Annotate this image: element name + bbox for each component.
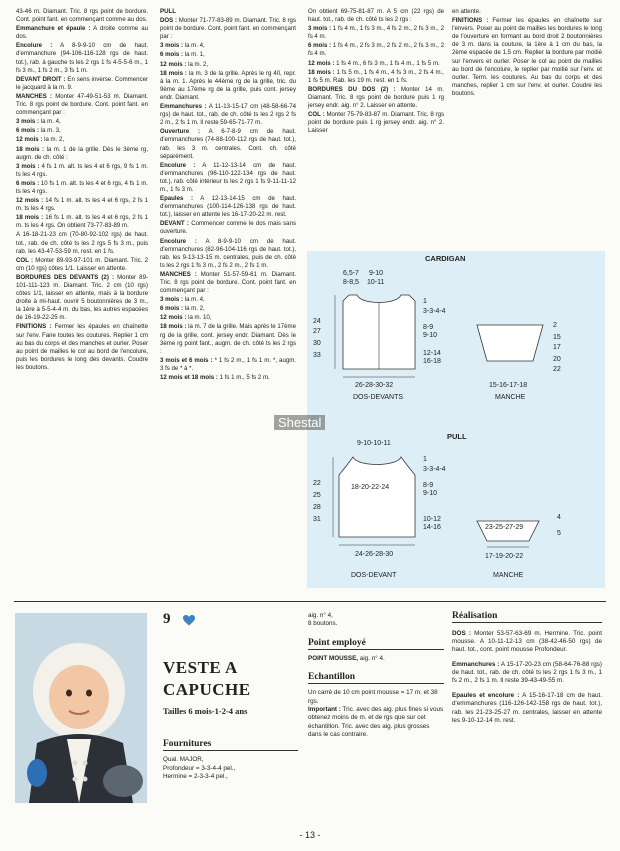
fournitures-heading: Fournitures — [163, 740, 298, 751]
fournitures-section — [163, 740, 298, 781]
col3-paragraph-heading: COL : — [308, 111, 325, 119]
watermark: Shestal — [274, 415, 325, 430]
col2-paragraph — [160, 195, 296, 219]
col3-paragraph-text: On obtient 69-75-81-87 m. A 5 cm (22 rgs) de haut. tot., rab. de ch. côté ts les 2 rgs : — [308, 8, 444, 24]
col2-paragraph-text: Monter 51-57-59-61 m. Diamant. Tric. 8 rgs point de bordure. Cont. point fant. en commençant par : — [160, 270, 296, 295]
pull-body-shape — [339, 457, 415, 537]
col2-paragraph — [160, 42, 296, 50]
pull-r2: 3-3-4-4 — [423, 466, 446, 473]
col2-paragraph-text: A 8-9-9-10 cm de haut. d'emmanchures (82-96-104-116 rgs de haut. tot.), rab. les 9-13-13-15 m. centrales, puis de ch. côté ts les 2 rgs 1 fs 3 m., 2 fs 2 m., 2 fs 1 m. — [160, 237, 296, 269]
point-section — [308, 612, 444, 739]
col1-paragraph — [16, 163, 148, 179]
pm-r2: 5 — [557, 530, 561, 537]
point-line-label: POINT MOUSSE, — [308, 654, 359, 662]
col2-paragraph — [160, 323, 296, 355]
col1-paragraph — [16, 118, 148, 126]
col3-paragraph — [308, 8, 444, 24]
pull-r1: 1 — [423, 456, 427, 463]
col1-paragraph-text: Monter 89-93-97-101 m. Diamant. Tric. 2 cm (10 rgs) côtes 1/1. Laisser en attente. — [16, 256, 148, 272]
col1-paragraph-heading: 12 mois : — [16, 136, 43, 144]
col1-paragraph — [16, 257, 148, 273]
col1-paragraph-heading: 6 mois : — [16, 127, 40, 135]
card-top-c: 8-8,5 — [343, 279, 359, 286]
col1-paragraph-text: 10 fs 1 m. alt. ts les 4 et 6 rgs, 4 fs 1 m. ts les 4 rgs. — [16, 179, 148, 195]
col2-paragraph — [160, 51, 296, 59]
point-heading: Point employé — [308, 639, 444, 650]
schematic-diagram — [307, 251, 605, 588]
col2-paragraph-heading: 12 mois et 18 mois : — [160, 374, 218, 382]
card-r5: 12-14 — [423, 350, 441, 357]
col4-paragraph-text: Fermer les épaules en chaînette sur l'envers. Poser au point de mailles les bordures le long de l'ouverture en formant au bord droit 2 boutonnières de 3 m. dans la couture, la 1ère à 1 cm du bas, la 2ème espacée de 1,5 cm. Replier la bordure par moitié sur l'envers et ourler. Poser le col au point de mailles au bord de l'encolure, le replier par moitié sur l'env. et ourler. Term. les coutures. Au bas du corps et des manches, replier 1 cm sur l'env. et ourler. Coudre les boutons. — [452, 17, 602, 97]
col2-paragraph — [160, 357, 296, 373]
col4-paragraph-text: en attente. — [452, 8, 481, 15]
card-left-c: 30 — [313, 340, 321, 347]
col4-paragraph — [452, 17, 602, 98]
important-text: Tric. avec des aig. plus fines si vous obtenez moins de m. et de rgs que sur cet échantillon. Tric. avec des aig. plus grosses dans le cas contraire. — [308, 706, 444, 738]
col1-paragraph-text: 4 fs 1 m. alt. ts les 4 et 6 rgs, 9 fs 1 m. ts les 4 rgs. — [16, 162, 148, 178]
pm-bottom: 17-19-20-22 — [485, 553, 524, 560]
col1-paragraph-heading: BORDURES DES DEVANTS (2) : — [16, 273, 114, 281]
model-sizes: Tailles 6 mois-1-2-4 ans — [163, 706, 248, 716]
col1-paragraph-text: 14 fs 1 m. alt. ts les 4 et 6 rgs, 2 fs 1 m. ts les 4 rgs. — [16, 197, 148, 213]
pm-label: MANCHE — [493, 572, 524, 579]
card-top-d: 10-11 — [367, 279, 385, 286]
col2-paragraph — [160, 162, 296, 194]
col1-paragraph — [16, 93, 148, 117]
col2-paragraph — [160, 8, 296, 16]
realisation-body — [452, 630, 602, 726]
card-label: DOS-DEVANTS — [353, 394, 404, 401]
col1-paragraph — [16, 42, 148, 74]
col2-paragraph-heading: PULL — [160, 8, 176, 15]
col1-paragraph-text: En sens inverse. Commencer le jacquard à la m. 9. — [16, 75, 148, 91]
col2-paragraph-text: A 6-7-8-9 cm de haut. d'emmanchures (74-88-100-112 rgs de haut. tot.), rab. les 3 m. centrales. Cont. ch. côté séparément. — [160, 128, 296, 160]
col3-paragraph-heading: 18 mois : — [308, 68, 335, 76]
manche-r5: 22 — [553, 366, 561, 373]
col2-paragraph-heading: 6 mois : — [160, 305, 184, 313]
manche-shape — [477, 325, 543, 361]
col3-paragraph-heading: 6 mois : — [308, 42, 332, 50]
col1-paragraph — [16, 76, 148, 92]
manche-r4: 20 — [553, 356, 561, 363]
col1-paragraph — [16, 214, 148, 230]
col2-paragraph — [160, 374, 296, 382]
col3-paragraph — [308, 111, 444, 135]
col2-paragraph — [160, 17, 296, 41]
col2-paragraph — [160, 305, 296, 313]
echantillon-text: Un carré de 10 cm point mousse = 17 m. et 38 rgs. — [308, 689, 438, 705]
col3-paragraph-text: Monter 75-79-83-87 m. Diamant. Tric. 8 rgs point de bordure puis 1 rg jersey endr. aig. n° 2. Laisser — [308, 111, 445, 135]
col1-paragraph-heading: 6 mois : — [16, 179, 40, 187]
col2-paragraph-text: A 11-12-13-14 cm de haut. d'emmanchures (96-110-122-134 rgs de haut. tot.), rab. côté intérieur ts les 2 rgs 1 fs 9-11-11-12 m., 1 fs 3 m. — [160, 161, 297, 193]
col1-paragraph — [16, 274, 148, 323]
col2-paragraph-heading: Ouverture : — [160, 128, 201, 136]
col1-paragraph-heading: MANCHES : — [16, 92, 53, 100]
col2-paragraph-heading: Encolure : — [160, 161, 196, 169]
col1-paragraph-heading: Encolure : — [16, 42, 53, 50]
realisation-paragraph — [452, 692, 602, 725]
realisation-paragraph-heading: Epaules et encolure : — [452, 691, 520, 699]
col1-paragraph-heading: DEVANT DROIT : — [16, 75, 66, 83]
manche-label: MANCHE — [495, 394, 526, 401]
col1-paragraph — [16, 8, 148, 24]
card-r2: 3-3-4-4 — [423, 308, 446, 315]
point-line-text: aig. n° 4. — [359, 654, 385, 662]
col2-paragraph-heading: DOS : — [160, 17, 177, 25]
col2-paragraph-heading: DEVANT : — [160, 220, 189, 228]
col2-paragraph — [160, 103, 296, 127]
pull-left-d: 31 — [313, 516, 321, 523]
baby-photo — [15, 613, 147, 803]
pm-r1: 4 — [557, 514, 561, 521]
realisation-heading: Réalisation — [452, 612, 602, 623]
pull-title: PULL — [447, 432, 467, 441]
col1-paragraph-heading: 12 mois : — [16, 197, 44, 205]
col2-paragraph-text: la m. 2, — [188, 60, 209, 68]
col1-paragraph-text: A 8-9-9-10 cm de haut. d'emmanchure (94-106-116-128 rgs de haut. tot.), rab. à gauche ts les 2 rgs 1 fs 4-5-5-6 m., 1 fs 3 m., 1 fs 2 m., 3 fs 1 m. — [16, 42, 149, 74]
fournitures-line-2: Profondeur = 3-3-4-4 pel., — [163, 764, 236, 772]
col2-paragraph — [160, 220, 296, 236]
pull-bottom: 24-26-28-30 — [355, 551, 394, 558]
card-bottom: 26-28-30-32 — [355, 382, 394, 389]
col3-paragraph — [308, 42, 444, 58]
cardigan-title: CARDIGAN — [425, 254, 466, 263]
col2-paragraph-heading: 12 mois : — [160, 60, 187, 68]
text-column-4 — [452, 8, 602, 99]
model-title-line-1: VESTE A — [163, 658, 238, 677]
col3-paragraph-heading: 12 mois : — [308, 59, 335, 67]
heart-icon — [183, 615, 195, 626]
col2-paragraph — [160, 271, 296, 295]
pull-label: DOS-DEVANT — [351, 572, 397, 579]
col2-paragraph-heading: Emmanchures : — [160, 103, 207, 111]
col4-paragraph-heading: FINITIONS : — [452, 17, 489, 25]
col2-paragraph-heading: Encolure : — [160, 237, 197, 245]
col1-paragraph-heading: COL : — [16, 256, 34, 264]
text-column-2 — [160, 8, 296, 383]
col2-paragraph-heading: 12 mois : — [160, 314, 187, 322]
realisation-paragraph-heading: DOS : — [452, 629, 471, 637]
col3-paragraph — [308, 69, 444, 85]
col3-paragraph-text: 1 fs 4 m., 2 fs 3 m., 2 fs 2 m., 2 fs 3 m., 2 fs 4 m. — [308, 42, 444, 58]
col1-paragraph — [16, 231, 148, 255]
col2-paragraph-text: la m. 2, — [184, 305, 205, 313]
col2-paragraph-text: A 11-13-15-17 cm (48-58-66-74 rgs) de haut. tot., rab. de ch. côté ts les 2 rgs 2 fs 2 m., 2 fs 1 m. Il reste 59-65-71-77 m. — [160, 103, 297, 127]
col4-paragraph — [452, 8, 602, 16]
manche-r1: 2 — [553, 322, 557, 329]
col1-paragraph — [16, 127, 148, 135]
realisation-paragraph — [452, 630, 602, 655]
pull-r6: 14-16 — [423, 524, 441, 531]
col1-paragraph-text: Monter 47-49-51-53 m. Diamant. Tric. 8 rgs point de bordure. Cont. point fant. en commençant par : — [16, 92, 149, 117]
model-number: 9 — [163, 611, 171, 627]
col3-paragraph-text: Monter 14 m. Diamant. Tric. 8 rgs point de bordure puis 1 rg jersey endr. aig. n° 2. Laisser en attente. — [308, 85, 444, 110]
echantillon-heading: Echantillon — [308, 673, 444, 684]
fournitures-line-1: Qual. MAJOR, — [163, 756, 204, 764]
section-divider — [14, 601, 606, 602]
realisation-paragraph-heading: Emmanchures : — [452, 660, 500, 668]
col2-paragraph-text: la m. 4, — [184, 42, 205, 50]
materials-continued-1: aig. n° 4, — [308, 612, 333, 619]
card-top-b: 9-10 — [369, 270, 384, 277]
pull-mid: 18-20-22-24 — [351, 484, 390, 491]
realisation-paragraph-text: Monter 53-57-63-69 m. Hermine. Tric. point mousse. A 10-11-12-13 cm (38-42-46-50 rgs) de haut. tot., cont. point mousse Profondeur. — [452, 629, 602, 654]
card-r3: 8-9 — [423, 324, 434, 331]
col2-paragraph-text: la m. 7 de la grille. Mais après le 17ème rg de la grille, cont. jersey endr. Diamant. Dès le 3ème rg point fant., augm. de ch. côté ts les 2 rgs : — [160, 323, 296, 355]
col2-paragraph-text: la m. 4, — [184, 296, 205, 304]
text-column-1 — [16, 8, 148, 373]
col2-paragraph-text: la m. 10, — [188, 314, 212, 322]
col1-paragraph-text: Monter 89-101-111-123 m. Diamant. Tric. 2 cm (10 rgs) côtes 1/1, laisser en attente, mais à la bordure droite à mi-haut. ouvrir 5 boutonnières de 3 m., la 1ère à 5-5-4-4 m. du bas, les autres espacées de 16-19-22-25 m. — [16, 273, 148, 322]
col2-paragraph — [160, 61, 296, 69]
col1-paragraph-heading: 18 mois : — [16, 214, 44, 222]
page-number: - 13 - — [299, 830, 321, 840]
col3-paragraph — [308, 60, 444, 68]
col1-paragraph-text: 43-46 m. Diamant. Tric. 8 rgs point de bordure. Cont. point fant. en commençant comme au dos. — [16, 8, 148, 24]
pull-left-a: 22 — [313, 480, 321, 487]
col1-paragraph-text: la m. 1 de la grille. Dès le 3ème rg, augm. de ch. côté : — [16, 145, 149, 161]
col1-paragraph-text: 16 fs 1 m. alt. ts les 4 et 6 rgs, 2 fs 1 m. ts les 4 rgs. On obtient 73-77-83-89 m. — [16, 214, 148, 230]
card-r1: 1 — [423, 298, 427, 305]
col1-paragraph — [16, 197, 148, 213]
card-left-b: 27 — [313, 328, 321, 335]
col1-paragraph-text: A 16-18-21-23 cm (70-80-92-102 rgs) de haut. tot., rab. de ch. côté ts les 2 rgs 5 fs 3 m., puis rab. les 43-47-53-59 m. rest. en 1 fs. — [16, 231, 148, 255]
col2-paragraph — [160, 314, 296, 322]
model-title-line-2: CAPUCHE — [163, 680, 251, 699]
fournitures-line-3: Hermine = 2-3-3-4 pel., — [163, 772, 228, 780]
col2-paragraph — [160, 238, 296, 270]
col2-paragraph-heading: 18 mois : — [160, 323, 187, 331]
text-column-3 — [308, 8, 444, 136]
col2-paragraph-text: la m. 1, — [184, 51, 205, 59]
card-left-d: 33 — [313, 352, 321, 359]
point-line — [308, 655, 444, 663]
col2-paragraph-heading: 3 mois : — [160, 296, 184, 304]
col2-paragraph-text: 1 fs 1 m., 5 fs 2 m. — [219, 374, 270, 382]
col1-paragraph-heading: Emmanchure et épaule : — [16, 25, 91, 33]
important-label: Important : — [308, 706, 341, 714]
col2-paragraph-text: * 1 fs 2 m., 1 fs 1 m. *, augm. 3 fs de * à *. — [160, 356, 296, 372]
manche-r3: 17 — [553, 344, 561, 351]
pull-top: 9-10-10-11 — [357, 440, 391, 447]
col2-paragraph-heading: 3 mois : — [160, 42, 184, 50]
realisation-paragraph — [452, 661, 602, 686]
col3-paragraph-text: 1 fs 4 m., 6 fs 3 m., 1 fs 4 m., 1 fs 5 m. — [336, 59, 440, 67]
card-r4: 9-10 — [423, 332, 438, 339]
col1-paragraph-heading: 3 mois : — [16, 118, 40, 126]
col1-paragraph-text: la m. 3, — [40, 127, 61, 135]
col3-paragraph — [308, 86, 444, 110]
col2-paragraph — [160, 128, 296, 160]
col2-paragraph-text: Monter 71-77-83-89 m. Diamant. Tric. 8 rgs point de bordure. Cont. point fant. en commençant par : — [160, 17, 296, 41]
col2-paragraph — [160, 70, 296, 102]
col1-paragraph-heading: FINITIONS : — [16, 323, 52, 331]
col2-paragraph-heading: 6 mois : — [160, 51, 184, 59]
realisation-section — [452, 612, 602, 731]
pull-left-c: 28 — [313, 504, 321, 511]
card-r6: 16-18 — [423, 358, 441, 365]
col1-paragraph-heading: 3 mois : — [16, 162, 40, 170]
materials-continued-2: 8 boutons. — [308, 620, 338, 628]
col1-paragraph — [16, 180, 148, 196]
col2-paragraph-text: Commencer comme le dos mais sans ouverture. — [160, 220, 297, 236]
manche-bottom: 15-16-17-18 — [489, 382, 528, 389]
col1-paragraph — [16, 25, 148, 41]
realisation-paragraph-text: A 15-17-20-23 cm (58-64-76-88 rgs) de haut. tot., rab. de ch. côté ts les 2 rgs 1 fs 3 m., 1 fs 2 m., 2 fs 1 m. Il reste 39-43-49-55 m. — [452, 660, 602, 685]
col1-paragraph — [16, 146, 148, 162]
col2-paragraph-heading: Epaules : — [160, 195, 193, 203]
col3-paragraph-heading: BORDURES DU DOS (2) : — [308, 85, 396, 93]
important-note — [308, 706, 444, 739]
col1-paragraph — [16, 323, 148, 372]
col2-paragraph-heading: 18 mois : — [160, 69, 187, 77]
schematic-svg — [307, 251, 605, 588]
col3-paragraph-text: 1 fs 4 m., 1 fs 3 m., 4 fs 2 m., 2 fs 3 m., 2 fs 4 m. — [308, 25, 444, 41]
col2-paragraph — [160, 296, 296, 304]
col1-paragraph — [16, 136, 148, 144]
pull-r3: 8-9 — [423, 482, 434, 489]
pull-left-b: 25 — [313, 492, 321, 499]
card-left-a: 24 — [313, 318, 321, 325]
col1-paragraph-text: la m. 2, — [44, 136, 65, 144]
col2-paragraph-text: A 12-13-14-15 cm de haut. d'emmanchures (100-114-126-138 rgs de haut. tot.), laisser en attente les 16-17-20-22 m. rest. — [160, 195, 297, 219]
manche-r2: 15 — [553, 334, 561, 341]
realisation-paragraph-text: A 15-16-17-18 cm de haut. d'emmanchures (116-126-142-158 rgs de haut. tot.), rab. les 21-23-25-27 m. centrales, laisser en attente les 9-10-12-14 m. rest. — [452, 691, 603, 724]
col2-paragraph-text: la m. 3 de la grille. Après le rg 40, repr. à la m. 1. Après le 44ème rg de la grille, tric. du 9ème au 17ème rg de la grille, puis cont. jersey endr. Diamant. — [160, 69, 296, 101]
col2-paragraph-heading: MANCHES : — [160, 270, 197, 278]
model-title — [163, 657, 251, 701]
pm-top: 23-25-27-29 — [485, 524, 524, 531]
pull-r4: 9-10 — [423, 490, 438, 497]
col1-paragraph-heading: 18 mois : — [16, 145, 45, 153]
col1-paragraph-text: Fermer les épaules en chaînette sur l'env. Faire toutes les coutures. Replier 1 cm au bas du corps et des manches et ourler. Poser au point de mailles le col au bord de l'encolure, puis les bordures le long des devants. Coudre les boutons. — [16, 323, 148, 371]
pull-r5: 10-12 — [423, 516, 441, 523]
col3-paragraph — [308, 25, 444, 41]
col3-paragraph-heading: 3 mois : — [308, 25, 332, 33]
card-top-a: 6,5-7 — [343, 270, 359, 277]
col3-paragraph-text: 1 fs 5 m., 1 fs 4 m., 4 fs 3 m., 2 fs 4 m., 1 fs 5 m. Rab. les 19 m. rest. en 1 fs. — [308, 68, 444, 84]
col1-paragraph-text: A droite comme au dos. — [16, 25, 148, 41]
col2-paragraph-heading: 3 mois et 6 mois : — [160, 356, 213, 364]
col1-paragraph-text: la m. 4, — [40, 118, 61, 126]
